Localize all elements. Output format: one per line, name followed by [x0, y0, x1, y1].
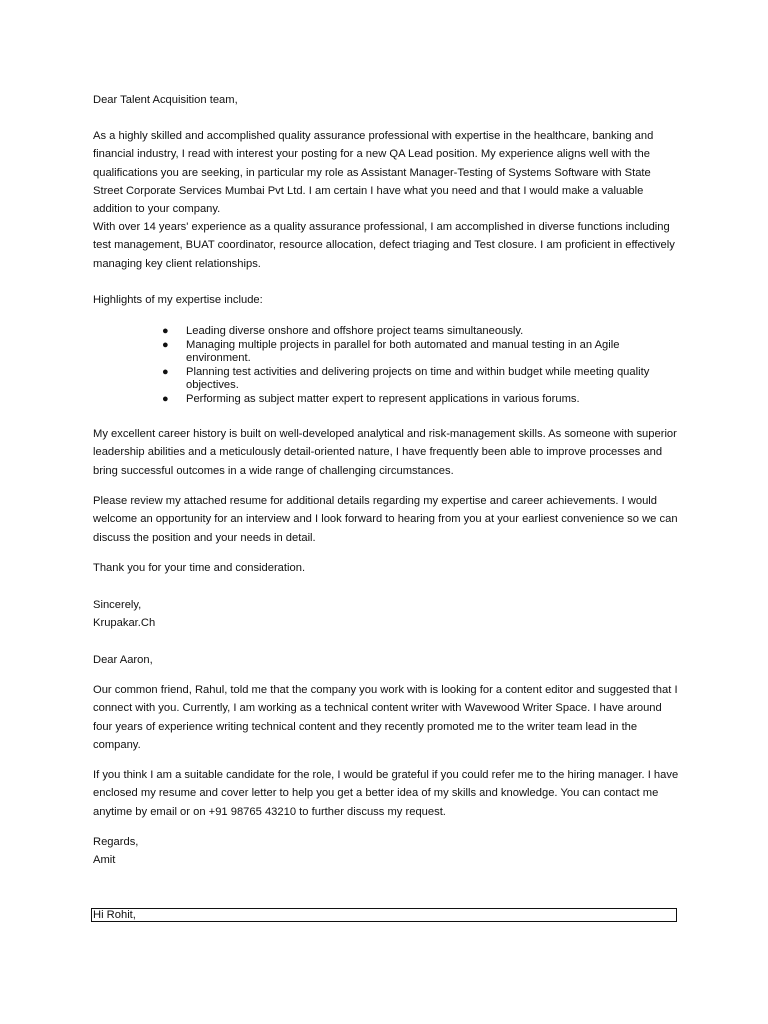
letter3-greeting: Hi Rohit,: [93, 909, 136, 921]
letter1-greeting: Dear Talent Acquisition team,: [93, 94, 238, 106]
letter3-greeting-box: [91, 908, 677, 922]
list-item-text: Leading diverse onshore and offshore project teams simultaneously.: [186, 325, 524, 337]
letter1-closing: Sincerely,: [93, 599, 142, 611]
letter2-body-paragraph-1: Our common friend, Rahul, told me that the company you work with is looking for a content editor and suggested that I connect with you. Currently, I am working as a technical content writer with Wavewood Writer Space. I have around four years of experience writing technical content and they recently promoted me to the writer team lead in the company.: [93, 684, 678, 751]
letter1-thanks: Thank you for your time and consideration.: [93, 562, 306, 574]
list-item: [162, 366, 682, 393]
list-item-text: Managing multiple projects in parallel for both automated and manual testing in an Agile environment.: [186, 338, 620, 365]
letter2-closing: Regards,: [93, 836, 139, 848]
letter2-greeting: Dear Aaron,: [93, 654, 153, 666]
letter1-experience-paragraph: With over 14 years' experience as a quality assurance professional, I am accomplished in diverse functions including test management, BUAT coordinator, resource allocation, defect triaging and Test closure. I am proficient in effectively managing key client relationships.: [93, 221, 675, 270]
letter2-signature: Amit: [93, 854, 116, 866]
letter1-career-paragraph: My excellent career history is built on well-developed analytical and risk-management skills. As someone with superior leadership abilities and a meticulously detail-oriented nature, I have frequently been able to improve processes and bring successful outcomes in a wide range of challenging circumstances.: [93, 428, 677, 477]
list-item: [162, 393, 682, 407]
letter1-highlights-heading: Highlights of my expertise include:: [93, 294, 263, 306]
list-item-text: Planning test activities and delivering projects on time and within budget while meeting quality objectives.: [186, 365, 650, 392]
letter2-body-paragraph-2: If you think I am a suitable candidate for the role, I would be grateful if you could refer me to the hiring manager. I have enclosed my resume and cover letter to help you get a better idea of my skills and knowledge. You can contact me anytime by email or on +91 98765 43210 to further discuss my request.: [93, 769, 679, 818]
list-item: [162, 325, 682, 339]
letter1-intro-paragraph: As a highly skilled and accomplished quality assurance professional with expertise in the healthcare, banking and financial industry, I read with interest your posting for a new QA Lead position. My experience aligns well with the qualifications you are seeking, in particular my role as Assistant Manager-Testing of Systems Software with State Street Corporate Services Mumbai Pvt Ltd. I am certain I have what you need and that I would make a valuable addition to your company.: [93, 130, 654, 216]
letter1-review-paragraph: Please review my attached resume for additional details regarding my expertise and career achievements. I would welcome an opportunity for an interview and I look forward to hearing from you at your earliest convenience so we can discuss the position and your needs in detail.: [93, 495, 678, 544]
highlights-list: [162, 325, 682, 407]
bullet-icon: ●: [162, 325, 169, 337]
list-item: [162, 339, 682, 366]
list-item-text: Performing as subject matter expert to represent applications in various forums.: [186, 392, 580, 405]
bullet-icon: ●: [162, 338, 169, 351]
letter1-signature: Krupakar.Ch: [93, 617, 156, 629]
bullet-icon: ●: [162, 365, 169, 378]
bullet-icon: ●: [162, 392, 169, 405]
